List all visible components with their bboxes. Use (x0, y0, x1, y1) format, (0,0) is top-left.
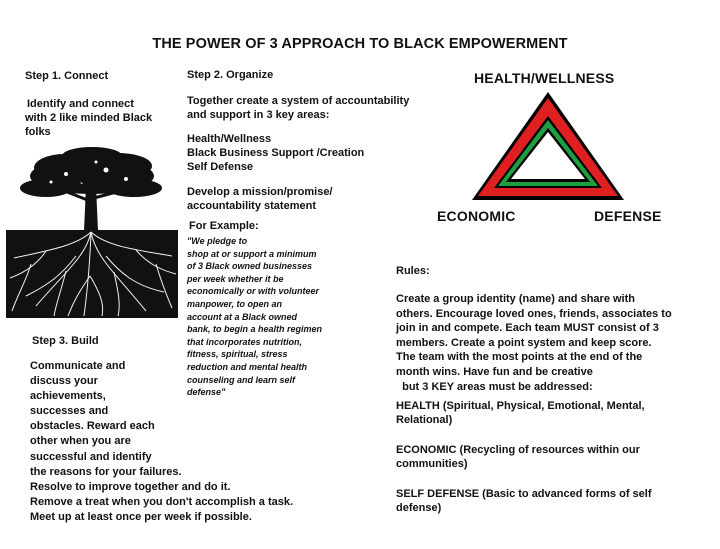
step1-line: Identify and connect (27, 98, 134, 110)
step3-line: Communicate and (30, 360, 126, 372)
rule-economic-line: ECONOMIC (Recycling of resources within our (396, 444, 640, 456)
pledge-line: that incorporates nutrition, (187, 336, 303, 347)
pledge-line: defense" (187, 387, 226, 398)
rules-line: others. Encourage loved ones, friends, associates to (396, 307, 672, 320)
example-heading: For Example: (189, 220, 259, 232)
step1-heading: Step 1. Connect (25, 70, 109, 82)
rules-line: The team with the most points at the end of the (396, 351, 643, 364)
pledge-line: shop at or support a minimum (187, 248, 317, 259)
pledge-line: manpower, to open an (187, 298, 283, 309)
step3-line: Remove a treat when you don't accomplish a task. (30, 495, 294, 508)
step3-line: discuss your (30, 375, 98, 388)
step2-intro-line: Together create a system of accountability (187, 95, 410, 107)
step3-line: obstacles. Reward each (30, 420, 155, 433)
pledge-line: reduction and mental health (187, 361, 308, 372)
step3-line: the reasons for your failures. (30, 465, 182, 478)
rules-line: Create a group identity (name) and share with (396, 293, 635, 305)
rules-line: join in and compete. Each team MUST consist of 3 (396, 322, 659, 335)
rule-health-line: HEALTH (Spiritual, Physical, Emotional, Mental, (396, 400, 645, 412)
step3-line: Resolve to improve together and do it. (30, 480, 231, 493)
step2-mission-line: accountability statement (187, 200, 316, 212)
pledge-line: counseling and learn self (187, 374, 296, 385)
tree-illustration (6, 146, 178, 318)
step2-area-item: Health/Wellness (187, 133, 272, 145)
pledge-line: per week whether it be (187, 273, 284, 284)
rule-self-defense-line: SELF DEFENSE (Basic to advanced forms of self (396, 488, 652, 500)
power-triangle (468, 88, 628, 206)
step2-heading: Step 2. Organize (187, 69, 274, 81)
step3-text (30, 359, 293, 525)
rule-economic-line: communities) (396, 458, 468, 470)
pledge-line: of 3 Black owned businesses (187, 261, 313, 272)
rule-health (396, 399, 645, 427)
step1-line: folks (25, 126, 51, 138)
rule-self-defense-line: defense) (396, 502, 442, 514)
rules-line: members. Create a point system and keep score. (396, 336, 652, 349)
step2-area-item: Black Business Support /Creation (187, 147, 365, 159)
step2-areas (187, 132, 364, 174)
pledge-line: bank, to begin a health regimen (187, 324, 323, 335)
step2-mission (187, 185, 333, 213)
step3-line: successes and (30, 405, 109, 418)
rules-text (396, 292, 672, 394)
rule-health-line: Relational) (396, 414, 453, 426)
step3-line: achievements, (30, 390, 106, 403)
step3-heading: Step 3. Build (32, 335, 99, 347)
step1-text (25, 97, 185, 139)
pledge-line: economically or with volunteer (187, 286, 320, 297)
triangle-right-label: DEFENSE (594, 208, 662, 224)
rules-heading: Rules: (396, 265, 430, 277)
step3-line: Meet up at least once per week if possible. (30, 510, 252, 523)
rule-economic (396, 443, 640, 471)
pledge-line: "We pledge to (187, 236, 248, 246)
rules-line: but 3 KEY areas must be addressed: (396, 380, 593, 393)
pledge-line: fitness, spiritual, stress (187, 349, 288, 360)
step1-line: with 2 like minded Black (25, 112, 153, 124)
step2-intro (187, 94, 409, 122)
triangle-left-label: ECONOMIC (437, 208, 516, 224)
step2-intro-line: and support in 3 key areas: (187, 109, 330, 121)
triangle-top-label: HEALTH/WELLNESS (474, 70, 615, 86)
page-title: THE POWER OF 3 APPROACH TO BLACK EMPOWERMENT (152, 36, 568, 52)
step2-mission-line: Develop a mission/promise/ (187, 186, 333, 198)
rules-line: month wins. Have fun and be creative (396, 365, 593, 378)
step3-line: other when you are (30, 435, 131, 448)
rule-self-defense (396, 487, 652, 515)
pledge-line: account at a Black owned (187, 311, 298, 322)
step2-area-item: Self Defense (187, 161, 254, 173)
step3-line: successful and identify (30, 450, 152, 463)
